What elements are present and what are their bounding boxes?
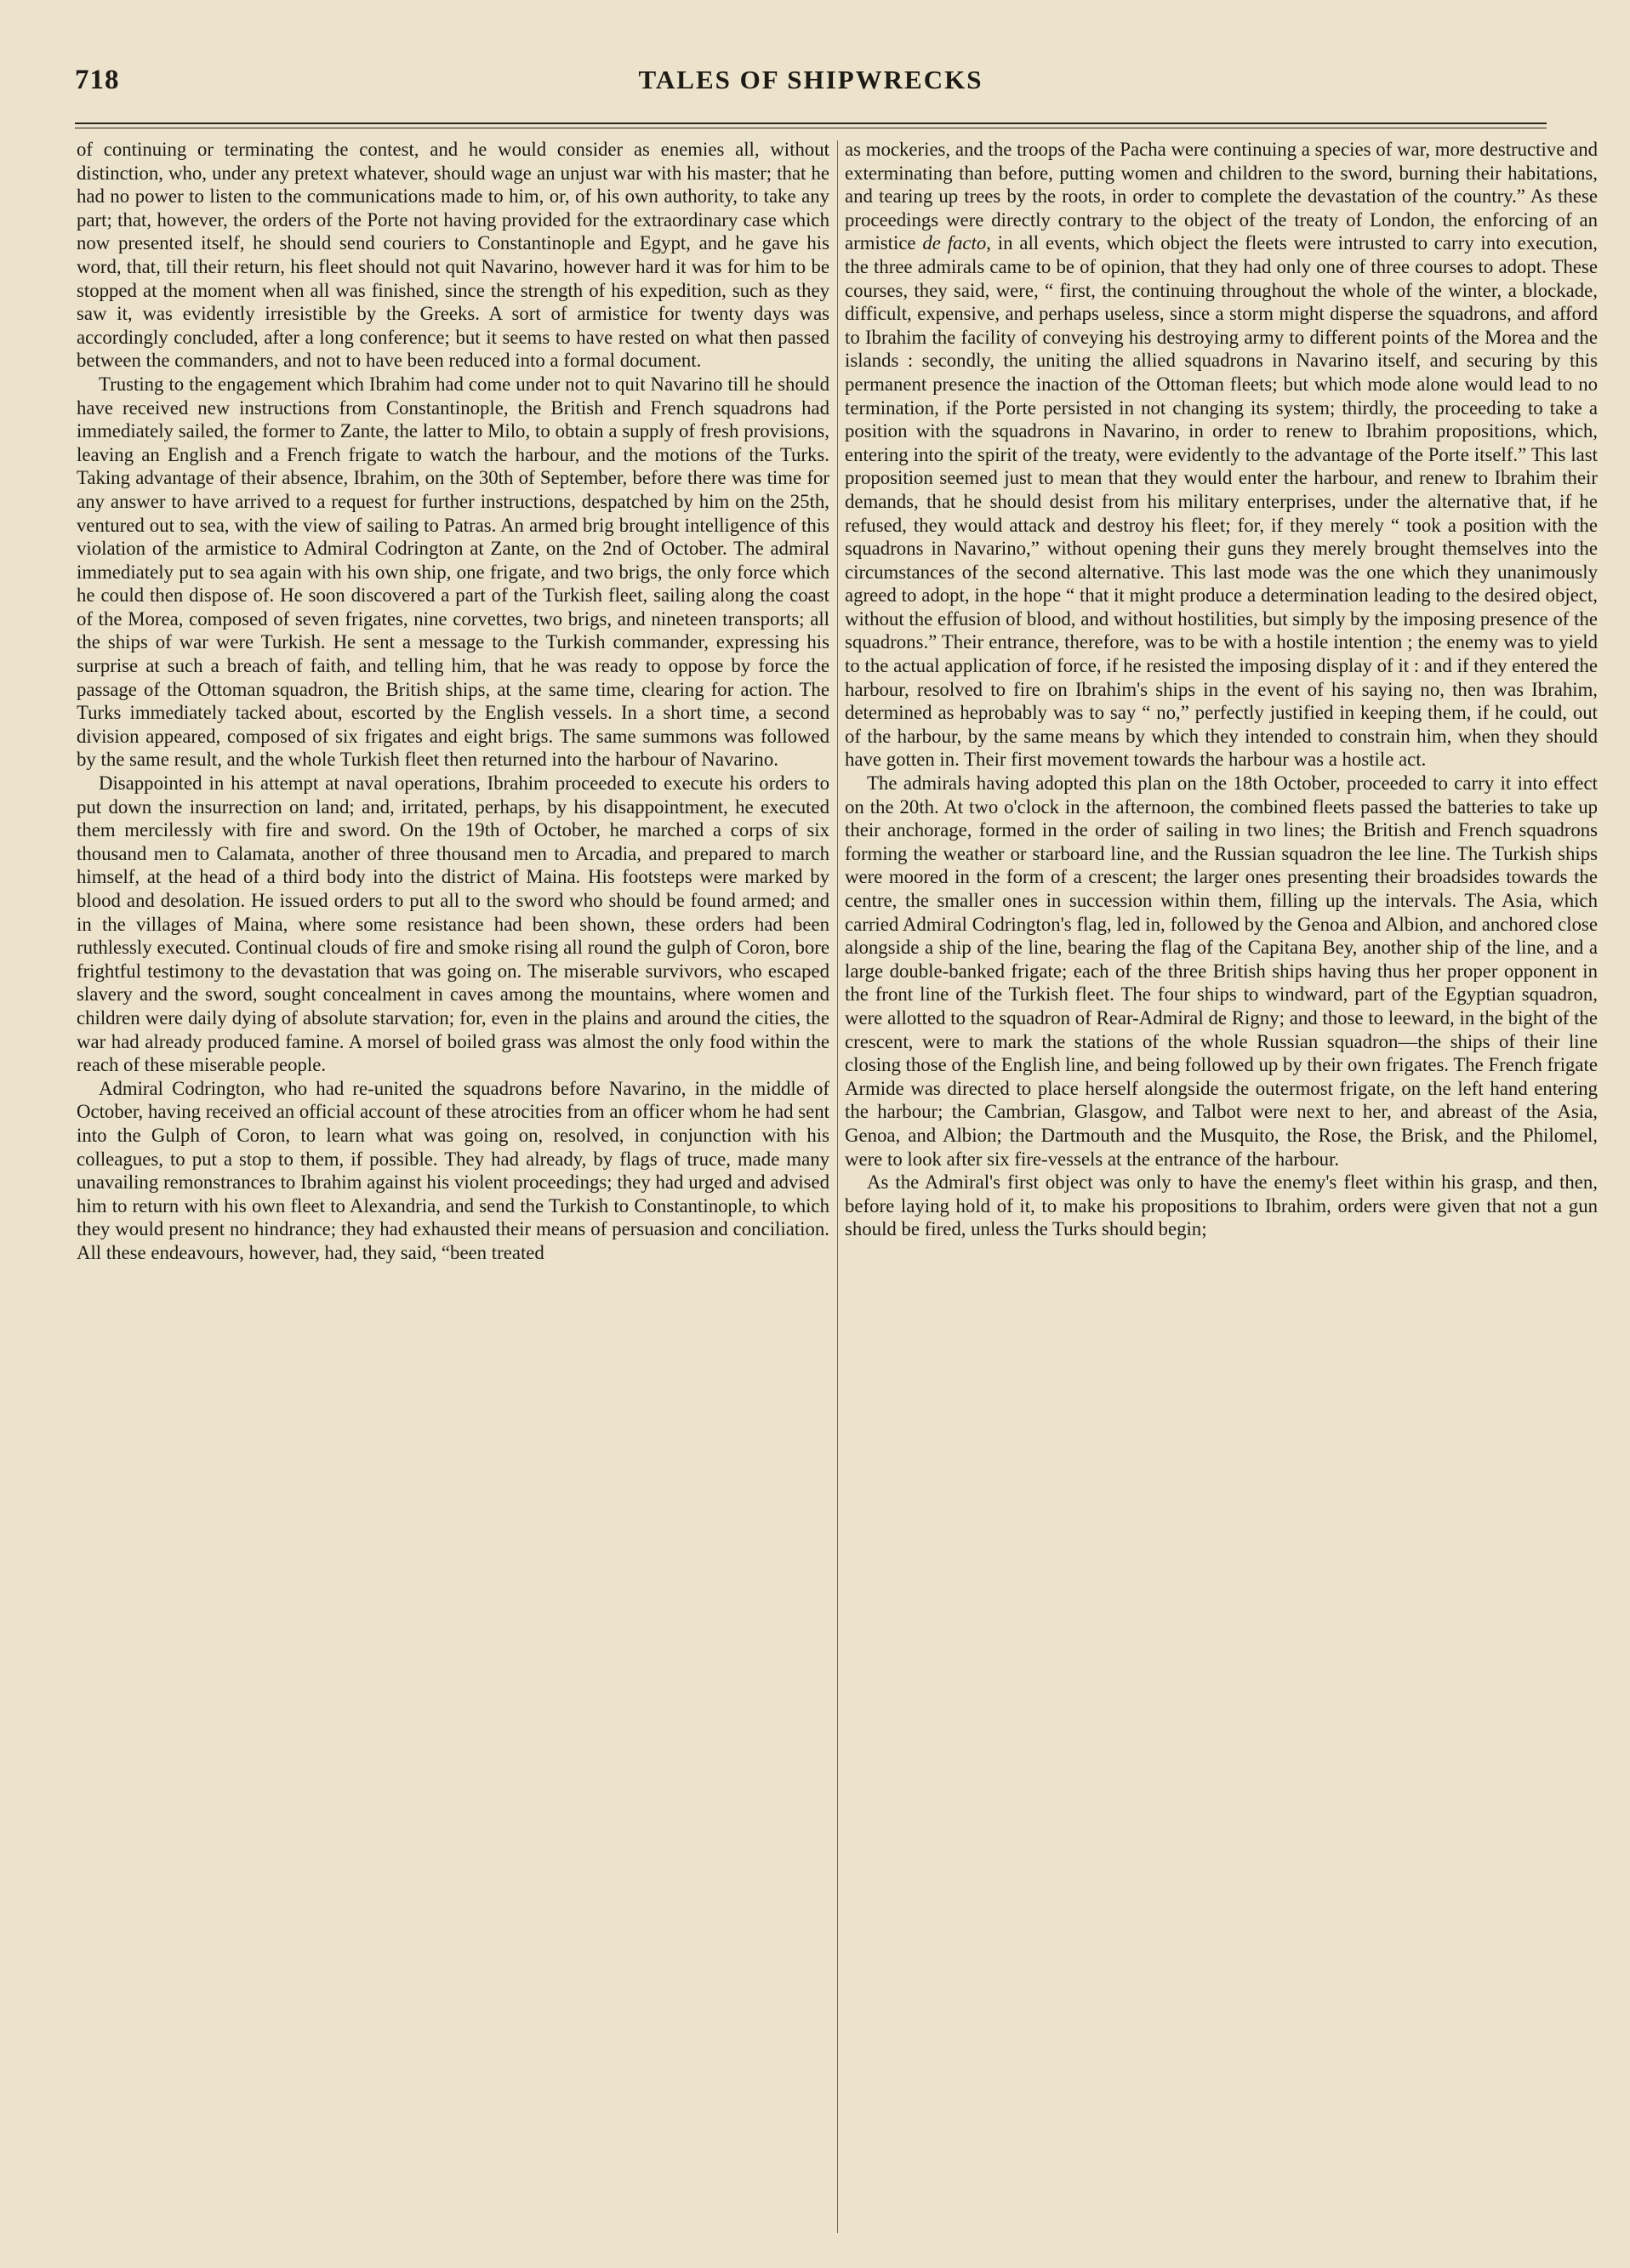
- paragraph: Admiral Codrington, who had re-united the squadrons before Navarino, in the middle of October, having received an official account of these atrocities from an officer whom he had sent into the Gulph of Coron, to learn what was going on, resolved, in conjunction with his colleagues, to put a stop to them, if possible. They had already, by flags of truce, made many unavailing remonstrances to Ibrahim against his violent proceedings; they had urged and advised him to return with his own fleet to Alexandria, and send the Turkish to Constantinople, to which they would present no hindrance; they had exhausted their means of persuasion and conciliation. All these endeavours, however, had, they said, “been treated: [77, 1077, 829, 1263]
- column-divider: [837, 140, 838, 2233]
- running-head: TALES OF SHIPWRECKS: [638, 65, 983, 94]
- paragraph-text: , in all events, which object the fleets were intrusted to carry into execution, the three admirals came to be of opinion, that they had only one of three courses to adopt. These courses, they said, were, “ first, the continuing throughout the whole of the winter, a blockade, difficult, expensive, and perhaps useless, since a storm might disperse the squadrons, and afford to Ibrahim the facility of conveying his destroying army to different points of the Morea and the islands : secondly, the uniting the allied squadrons in Navarino itself, and securing by this permanent presence the inaction of the Ottoman fleets; but which mode alone would lead to no termination, if the Porte persisted in not changing its system; thirdly, the proceeding to take a position with the squadrons in Navarino, in order to renew to Ibrahim propositions, which, entering into the spirit of the treaty, were evidently to the advantage of the Porte itself.” This last proposition seemed just to mean that they would enter the harbour, and renew to Ibrahim their demands, that he should desist from his military enterprises, under the alternative that, if he refused, they would attack and destroy his fleet; for, if they merely “ took a position with the squadrons in Navarino,” without opening their guns they merely brought themselves into the circumstances of the second alternative. This last mode was the one which they unanimously agreed to adopt, in the hope “ that it might produce a determination leading to the desired object, without the effusion of blood, and without hostilities, but simply by the imposing presence of the squadrons.” Their entrance, therefore, was to be with a hostile intention ; the enemy was to yield to the actual application of force, if he resisted the imposing display of it : and if they entered the harbour, resolved to fire on Ibrahim's ships in the event of his saying no, then was Ibrahim, determined as heprobably was to say “ no,” perfectly justified in keeping them, if he could, out of the harbour, by the same means by which they intended to constrain him, when they should have gotten in. Their first movement towards the harbour was a hostile act.: [845, 232, 1598, 771]
- header-rule: [75, 123, 1547, 124]
- page-header: [75, 65, 1547, 104]
- paragraph: The admirals having adopted this plan on the 18th October, proceeded to carry it into effect on the 20th. At two o'clock in the afternoon, the combined fleets passed the batteries to take up their anchorage, formed in the order of sailing in two lines; the British and French squadrons forming the weather or starboard line, and the Russian squadron the lee line. The Turkish ships were moored in the form of a crescent; the larger ones presenting their broadsides towards the centre, the smaller ones in succession within them, filling up the intervals. The Asia, which carried Admiral Codrington's flag, led in, followed by the Genoa and Albion, and anchored close alongside a ship of the line, bearing the flag of the Capitana Bey, another ship of the line, and a large double-banked frigate; each of the three British ships having thus her proper opponent in the front line of the Turkish fleet. The four ships to windward, part of the Egyptian squadron, were allotted to the squadron of Rear-Admiral de Rigny; and those to leeward, in the bight of the crescent, were to mark the stations of the whole Russian squadron—the ships of their line closing those of the English line, and being followed up by their own frigates. The French frigate Armide was directed to place herself alongside the outermost frigate, on the left hand entering the harbour; the Cambrian, Glasgow, and Talbot were next to her, and abreast of the Asia, Genoa, and Albion; the Dartmouth and the Musquito, the Rose, the Brisk, and the Philomel, were to look after six fire-vessels at the entrance of the harbour.: [845, 772, 1598, 1170]
- paragraph-text: as mockeries, and the troops of the Pacha were continuing a species of war, more destructive and exterminating than before, putting women and children to the sword, burning their habitations, and tearing up trees by the roots, in order to complete the devastation of the country.” As these proceedings were directly contrary to the object of the treaty of London, the enforcing of an armistice: [845, 139, 1598, 254]
- paragraph: Trusting to the engagement which Ibrahim had come under not to quit Navarino till he should have received new instructions from Constantinople, the British and French squadrons had immediately sailed, the former to Zante, the latter to Milo, to obtain a supply of fresh provisions, leaving an English and a French frigate to watch the harbour, and the motions of the Turks. Taking advantage of their absence, Ibrahim, on the 30th of September, before there was time for any answer to have arrived to a request for further instructions, despatched by him on the 25th, ventured out to sea, with the view of sailing to Patras. An armed brig brought intelligence of this violation of the armistice to Admiral Codrington at Zante, on the 2nd of October. The admiral immediately put to sea again with his own ship, one frigate, and two brigs, the only force which he could then dispose of. He soon discovered a part of the Turkish fleet, sailing along the coast of the Morea, composed of seven frigates, nine corvettes, two brigs, and nineteen transports; all the ships of war were Turkish. He sent a message to the Turkish commander, expressing his surprise at such a breach of faith, and telling him, that he was ready to oppose by force the passage of the Ottoman squadron, the British ships, at the same time, clearing for action. The Turks immediately tacked about, escorted by the English vessels. In a short time, a second division appeared, composed of six frigates and eight brigs. The same summons was followed by the same result, and the whole Turkish fleet then returned into the harbour of Navarino.: [77, 373, 829, 771]
- paragraph: [845, 138, 1598, 772]
- paragraph: As the Admiral's first object was only to have the enemy's fleet within his grasp, and then, before laying hold of it, to make his propositions to Ibrahim, orders were given that not a gun should be fired, unless the Turks should begin;: [845, 1171, 1598, 1240]
- right-column: [845, 138, 1598, 2239]
- italic-phrase: de facto: [922, 232, 987, 254]
- page-number: 718: [75, 65, 120, 95]
- left-column: [77, 138, 829, 2239]
- paragraph: of continuing or terminating the contest, and he would consider as enemies all, without distinction, who, under any pretext whatever, should wage an unjust war with his master; that he had no power to listen to the communications made to him, or, of his own authority, to take any part; that, however, the orders of the Porte not having provided for the extraordinary case which now presented itself, he should send couriers to Constantinople and Egypt, and he gave his word, that, till their return, his fleet should not quit Navarino, however hard it was for him to be stopped at the moment when all was finished, since the strength of his expedition, such as they saw it, was evidently irresistible by the Greeks. A sort of armistice for twenty days was accordingly concluded, after a long conference; but it seems to have rested on what then passed between the commanders, and not to have been reduced into a formal document.: [77, 139, 829, 372]
- paragraph: Disappointed in his attempt at naval operations, Ibrahim proceeded to execute his orders to put down the insurrection on land; and, irritated, perhaps, by his disappointment, he executed them mercilessly with fire and sword. On the 19th of October, he marched a corps of six thousand men to Calamata, another of three thousand men to Arcadia, and prepared to march himself, at the head of a third body into the district of Maina. His footsteps were marked by blood and desolation. He issued orders to put all to the sword who should be found armed; and in the villages of Maina, where some resistance had been shown, these orders had been ruthlessly executed. Continual clouds of fire and smoke rising all round the gulph of Coron, bore frightful testimony to the devastation that was going on. The miserable survivors, who escaped slavery and the sword, sought concealment in caves among the mountains, where women and children were daily dying of absolute starvation; for, even in the plains and around the cities, the war had already produced famine. A morsel of boiled grass was almost the only food within the reach of these miserable people.: [77, 772, 829, 1076]
